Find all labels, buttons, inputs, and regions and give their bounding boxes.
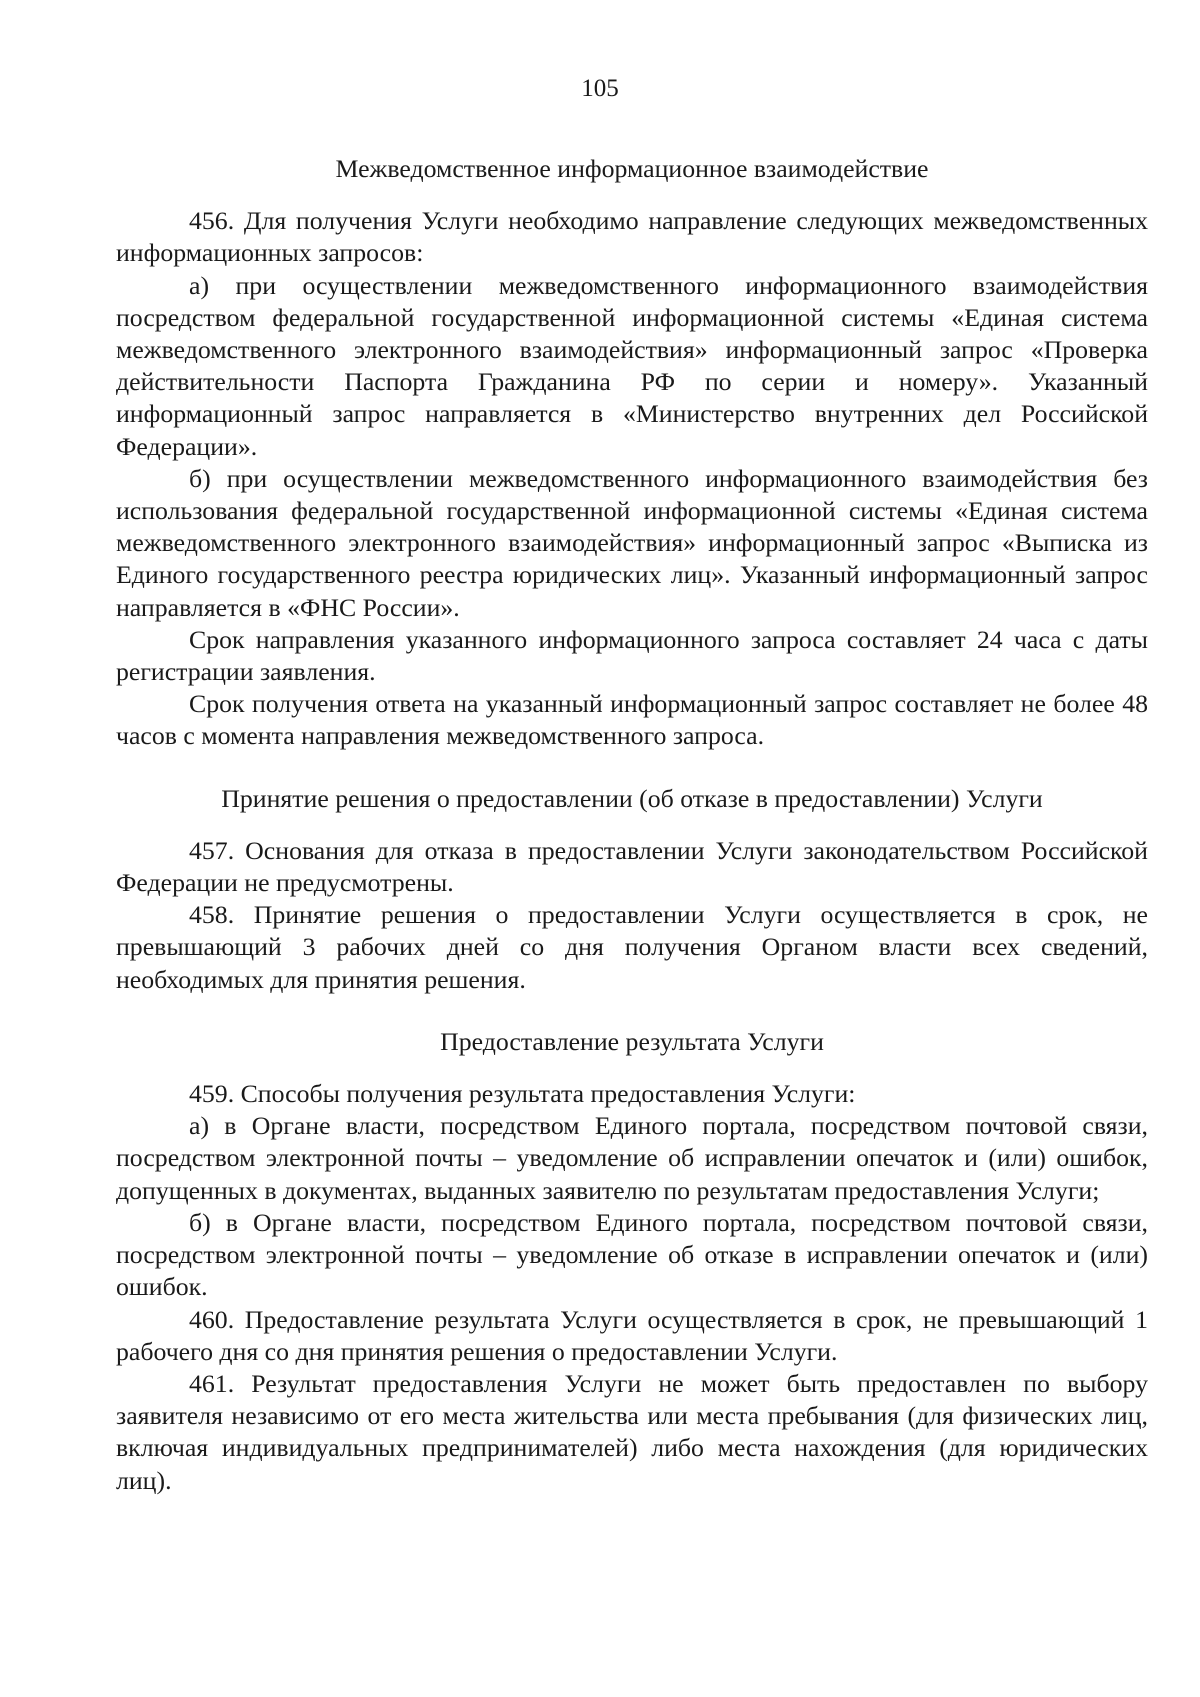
paragraph-request-deadline: Срок направления указанного информационного запроса составляет 24 часа с даты регистрации заявления. — [116, 624, 1148, 687]
section-heading-interagency: Межведомственное информационное взаимодействие — [335, 154, 929, 183]
paragraph-response-deadline: Срок получения ответа на указанный информационный запрос составляет не более 48 часов с момента направления межведомственного запроса. — [116, 689, 1148, 751]
paragraph-457: 457. Основания для отказа в предоставлении Услуги законодательством Российской Федерации не предусмотрены. — [116, 835, 1148, 898]
paragraph-459-a: а) в Органе власти, посредством Единого портала, посредством почтовой связи, посредством электронной почты – уведомление об исправлении опечаток и (или) ошибок, допущенных в документах, выданных заявителю по результатам предоставления Услуги; — [116, 1111, 1148, 1205]
section-heading-result: Предоставление результата Услуги — [440, 1026, 824, 1056]
page-number: 105 — [581, 75, 619, 102]
paragraph-460: 460. Предоставление результата Услуги осуществляется в срок, не превышающий 1 рабочего дня со дня принятия решения о предоставлении Услуги. — [116, 1304, 1148, 1366]
paragraph-456-a: а) при осуществлении межведомственного информационного взаимодействия посредством федеральной государственной информационной системы «Единая система межведомственного электронного взаимодействия» информационный запрос «Проверка действительности Паспорта Гражданина РФ по серии и номеру». Указанный информационный запрос направляется в «Министерство внутренних дел Российской Федерации». — [116, 270, 1148, 461]
section-heading-decision: Принятие решения о предоставлении (об отказе в предоставлении) Услуги — [221, 783, 1043, 813]
paragraph-458: 458. Принятие решения о предоставлении Услуги осуществляется в срок, не превышающий 3 рабочих дней со дня получения Органом власти всех сведений, необходимых для принятия решения. — [116, 900, 1148, 994]
document-body — [116, 153, 1148, 1497]
paragraph-459-b: б) в Органе власти, посредством Единого портала, посредством почтовой связи, посредством электронной почты – уведомление об отказе в исправлении опечаток и (или) ошибок. — [116, 1207, 1148, 1302]
paragraph-456-b: б) при осуществлении межведомственного информационного взаимодействия без использования федеральной государственной информационной системы «Единая система межведомственного электронного взаимодействия» информационный запрос «Выписка из Единого государственного реестра юридических лиц». Указанный информационный запрос направляется в «ФНС России». — [116, 463, 1148, 622]
paragraph-459: 459. Способы получения результата предоставления Услуги: — [189, 1079, 856, 1109]
paragraph-461: 461. Результат предоставления Услуги не может быть предоставлен по выбору заявителя независимо от его места жительства или места пребывания (для физических лиц, включая индивидуальных предпринимателей) либо места нахождения (для юридических лиц). — [116, 1368, 1148, 1495]
paragraph-456: 456. Для получения Услуги необходимо направление следующих межведомственных информационных запросов: — [116, 206, 1148, 268]
